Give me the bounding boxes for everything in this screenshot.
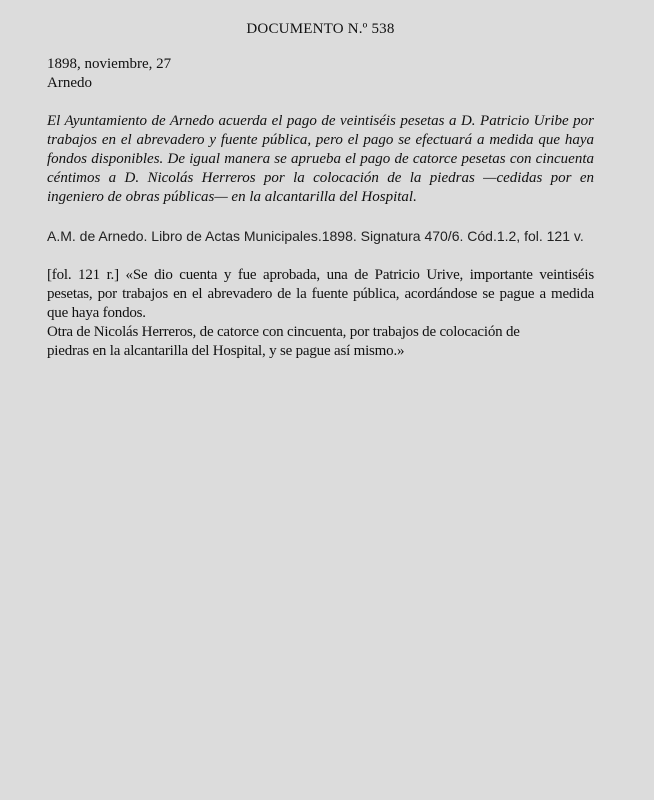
document-date: 1898, noviembre, 27 — [47, 56, 172, 72]
transcription-line: Otra de Nicolás Herreros, de catorce con cincuenta, por trabajos de colocación de — [47, 324, 520, 340]
document-title: DOCUMENTO N.º 538 — [246, 21, 395, 37]
document-header — [47, 55, 594, 93]
archive-reference: A.M. de Arnedo. Libro de Actas Municipales.1898. Signatura 470/6. Cód.1.2, fol. 121 v. — [47, 228, 584, 244]
transcription — [47, 266, 594, 361]
transcription-line: piedras en la alcantarilla del Hospital, y se pague así mismo.» — [47, 343, 405, 359]
document-summary: El Ayuntamiento de Arnedo acuerda el pago de veintiséis pesetas a D. Patricio Uribe por trabajos en el abrevadero y fuente pública, pero el pago se efectuará a medida que haya fondos disponibles. De igual manera se aprueba el pago de catorce pesetas con cincuenta céntimos a D. Nicolás Herreros por la colocación de la piedras —cedidas por en ingeniero de obras públicas— en la alcantarilla del Hospital. — [47, 113, 594, 205]
transcription-paragraph: [fol. 121 r.] «Se dio cuenta y fue aprobada, una de Patricio Urive, importante veintiséis pesetas, por trabajos en el abrevadero de la fuente pública, acordándose se pague a medida que haya fondos. — [47, 267, 594, 321]
document-place: Arnedo — [47, 75, 92, 91]
